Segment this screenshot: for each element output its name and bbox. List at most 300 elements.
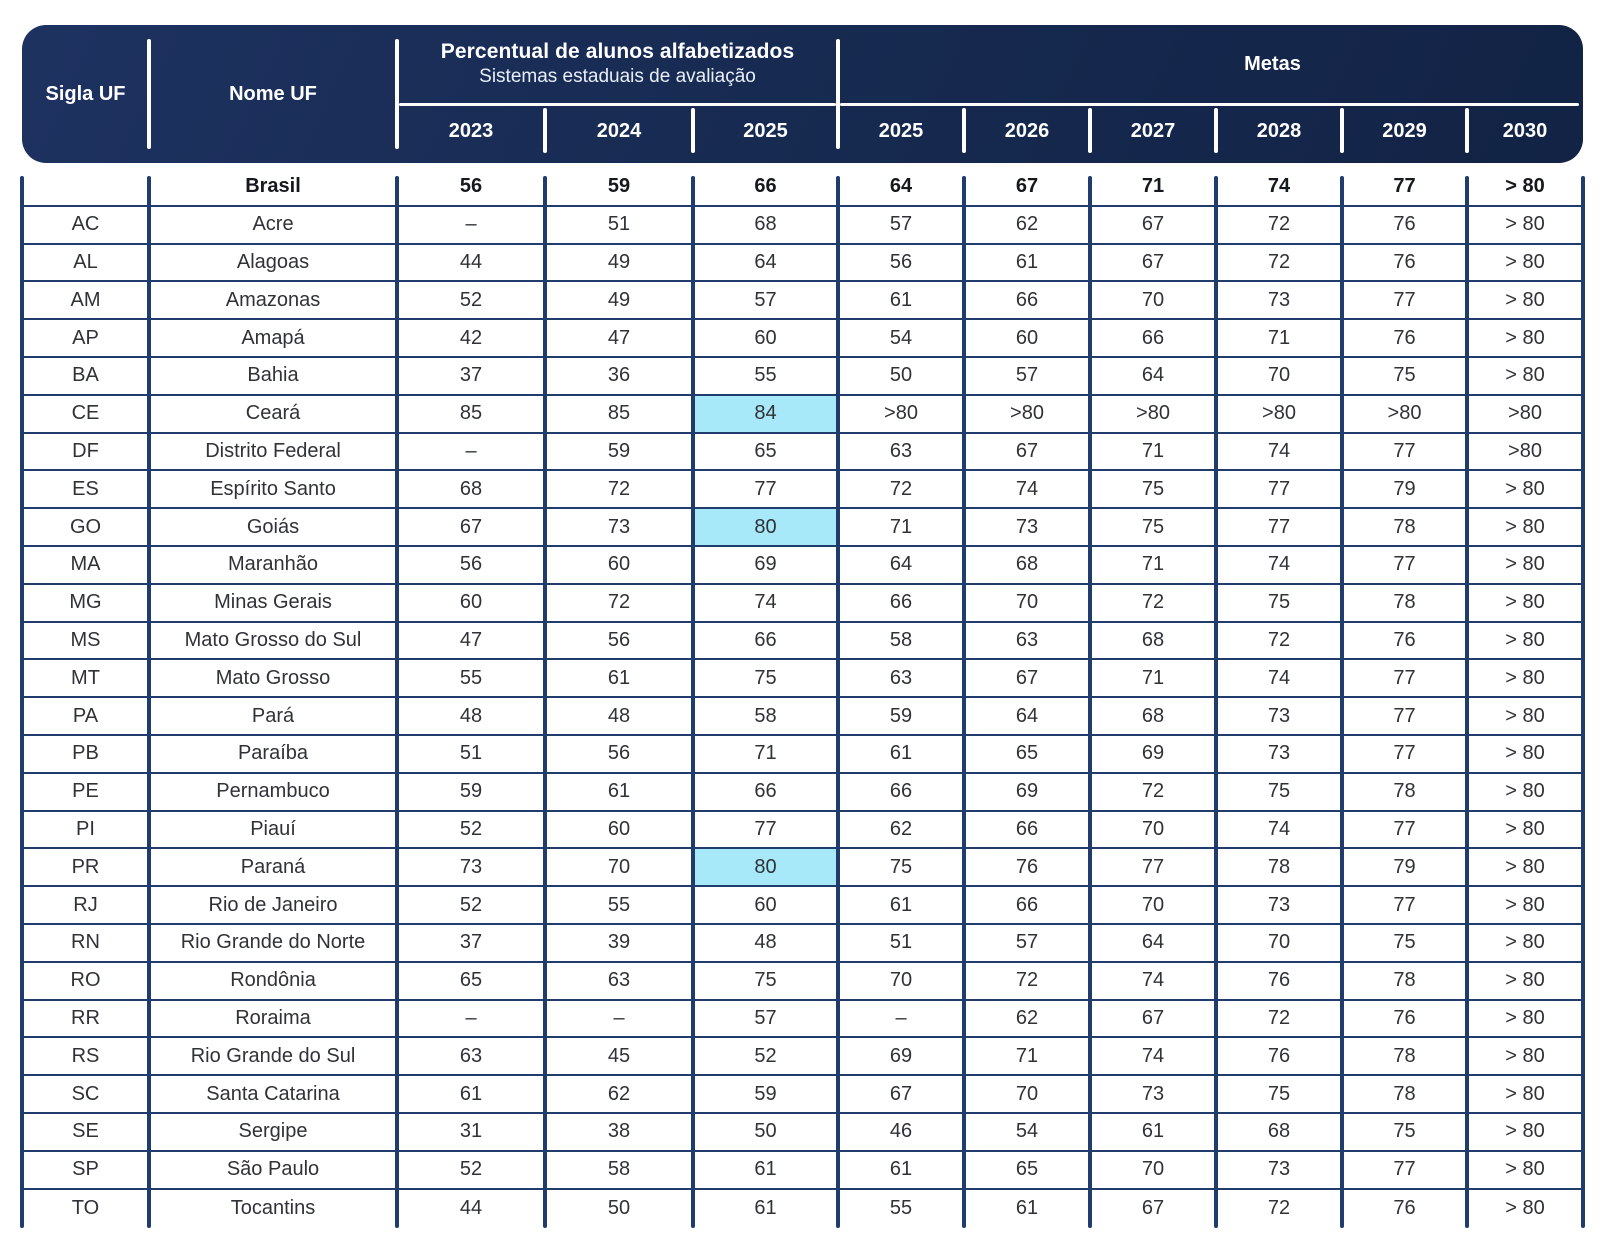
cell-value: > 80: [1505, 628, 1545, 651]
cell-value: 67: [1141, 1006, 1165, 1029]
cell-value: 37: [459, 931, 483, 954]
cell-value: 54: [889, 326, 913, 349]
cell-value: 76: [1393, 326, 1416, 349]
cell-value: 37: [459, 364, 483, 387]
cell-value: 76: [1393, 628, 1416, 651]
cell-value: 58: [889, 628, 913, 651]
cell-value: > 80: [1505, 553, 1545, 576]
cell-value: 79: [1393, 855, 1416, 878]
cell-value: 66: [1015, 817, 1039, 840]
cell-value: 76: [1393, 1006, 1416, 1029]
header-separator: [840, 103, 1579, 106]
cell-value: 67: [1015, 175, 1039, 198]
cell-value: > 80: [1505, 515, 1545, 538]
year-header-meta-2026: 2026: [1004, 119, 1050, 142]
cell-value: 52: [459, 288, 483, 311]
cell-value: 75: [1141, 477, 1165, 500]
cell-value: 73: [1267, 288, 1291, 311]
cell-value: 56: [607, 628, 631, 651]
cell-value: 50: [889, 364, 913, 387]
cell-sigla: ES: [72, 477, 99, 500]
cell-value: > 80: [1505, 1082, 1545, 1105]
row-pi: [22, 812, 1583, 850]
cell-value: 59: [459, 780, 483, 803]
cell-value: 69: [754, 553, 777, 576]
cell-value: 78: [1393, 1044, 1416, 1067]
cell-value: 70: [607, 855, 631, 878]
cell-value: 70: [1267, 931, 1291, 954]
cell-value: 57: [754, 1006, 777, 1029]
cell-value: 66: [1141, 326, 1165, 349]
cell-value: 75: [889, 855, 913, 878]
cell-value: 73: [1267, 1158, 1291, 1181]
cell-value: 57: [1015, 931, 1039, 954]
header-separator: [147, 39, 151, 149]
cell-value: 59: [607, 175, 631, 198]
cell-value: 77: [1267, 477, 1291, 500]
cell-value: 77: [1393, 175, 1416, 198]
cell-value: 57: [754, 288, 777, 311]
cell-value: 55: [459, 666, 483, 689]
cell-value: 75: [1393, 1120, 1416, 1143]
cell-value: 70: [889, 969, 913, 992]
cell-value: 78: [1393, 515, 1416, 538]
cell-nome: Alagoas: [236, 250, 310, 273]
cell-value: >80: [1387, 402, 1422, 425]
cell-nome: Minas Gerais: [214, 591, 332, 614]
cell-value: 77: [1393, 817, 1416, 840]
cell-value: 61: [1015, 1196, 1039, 1219]
row-ba: [22, 358, 1583, 396]
cell-value: 68: [459, 477, 483, 500]
cell-value: 77: [1393, 288, 1416, 311]
cell-value: 70: [1141, 817, 1165, 840]
cell-value: 70: [1141, 288, 1165, 311]
cell-sigla: SC: [71, 1082, 100, 1105]
cell-nome: Santa Catarina: [206, 1082, 340, 1105]
cell-value: 55: [607, 893, 631, 916]
cell-value: 63: [1015, 628, 1039, 651]
cell-value: 70: [1141, 1158, 1165, 1181]
cell-value: 75: [754, 666, 777, 689]
header-separator: [543, 108, 547, 153]
cell-value: 74: [754, 591, 777, 614]
row-ap: [22, 320, 1583, 358]
cell-sigla: PA: [72, 704, 99, 727]
cell-value: 52: [459, 893, 483, 916]
cell-value: 80: [693, 849, 838, 885]
cell-value: 75: [1393, 364, 1416, 387]
cell-value: > 80: [1505, 175, 1545, 198]
cell-sigla: PI: [76, 817, 95, 840]
cell-value: 71: [889, 515, 913, 538]
cell-value: > 80: [1505, 931, 1545, 954]
cell-value: 73: [1267, 742, 1291, 765]
cell-value: 62: [1015, 213, 1039, 236]
cell-value: 69: [889, 1044, 913, 1067]
header-separator: [399, 103, 836, 106]
cell-value: 66: [1015, 288, 1039, 311]
cell-value: > 80: [1505, 742, 1545, 765]
cell-value: 61: [889, 1158, 913, 1181]
cell-sigla: PB: [72, 742, 99, 765]
cell-sigla: [22, 169, 149, 205]
cell-sigla: SP: [72, 1158, 99, 1181]
cell-value: >80: [1508, 402, 1542, 425]
cell-nome: Sergipe: [238, 1120, 308, 1143]
cell-value: –: [895, 1006, 907, 1029]
cell-value: 49: [607, 288, 631, 311]
cell-value: 65: [459, 969, 483, 992]
cell-value: 76: [1267, 1044, 1291, 1067]
cell-value: 85: [459, 402, 483, 425]
header-separator: [395, 39, 399, 149]
cell-value: 44: [459, 250, 483, 273]
cell-value: 63: [607, 969, 631, 992]
cell-value: > 80: [1505, 288, 1545, 311]
cell-value: 68: [1141, 704, 1165, 727]
cell-nome: São Paulo: [226, 1158, 320, 1181]
cell-value: 70: [1015, 591, 1039, 614]
cell-sigla: GO: [69, 515, 102, 538]
cell-value: 74: [1267, 175, 1291, 198]
cell-value: 67: [1141, 213, 1165, 236]
column-header-nome-uf: Nome UF: [229, 82, 317, 105]
cell-nome: Rio Grande do Norte: [180, 931, 366, 954]
cell-value: 48: [459, 704, 483, 727]
year-header-meta-2027: 2027: [1130, 119, 1176, 142]
cell-value: 77: [1393, 1158, 1416, 1181]
cell-value: > 80: [1505, 969, 1545, 992]
header-separator: [1340, 108, 1344, 153]
cell-value: > 80: [1505, 893, 1545, 916]
cell-value: > 80: [1505, 250, 1545, 273]
row-ce: [22, 396, 1583, 434]
cell-value: 56: [889, 250, 913, 273]
cell-value: 73: [1267, 704, 1291, 727]
cell-value: 65: [1015, 1158, 1039, 1181]
row-ac: [22, 207, 1583, 245]
cell-value: > 80: [1505, 1196, 1545, 1219]
cell-value: 72: [1267, 213, 1291, 236]
cell-value: 60: [607, 553, 631, 576]
cell-nome: Roraima: [235, 1006, 311, 1029]
cell-value: 56: [607, 742, 631, 765]
cell-value: 59: [754, 1082, 777, 1105]
cell-value: 61: [459, 1082, 483, 1105]
cell-value: 67: [1141, 250, 1165, 273]
cell-value: 64: [1141, 931, 1165, 954]
cell-value: 75: [1267, 780, 1291, 803]
cell-nome: Brasil: [245, 175, 301, 198]
row-ms: [22, 623, 1583, 661]
cell-value: > 80: [1505, 780, 1545, 803]
cell-value: >80: [1508, 439, 1542, 462]
cell-value: >80: [884, 402, 918, 425]
cell-nome: Mato Grosso: [215, 666, 331, 689]
cell-value: 66: [1015, 893, 1039, 916]
cell-value: 60: [459, 591, 483, 614]
cell-value: 48: [607, 704, 631, 727]
metas-group-title: Metas: [1244, 52, 1301, 75]
cell-nome: Pernambuco: [216, 780, 330, 803]
cell-value: 68: [1015, 553, 1039, 576]
row-pa: [22, 698, 1583, 736]
row-es: [22, 471, 1583, 509]
cell-nome: Distrito Federal: [205, 439, 341, 462]
cell-value: 77: [1393, 893, 1416, 916]
cell-value: 61: [607, 780, 631, 803]
cell-value: 66: [754, 780, 777, 803]
cell-value: 60: [754, 326, 777, 349]
cell-value: 58: [754, 704, 777, 727]
row-rj: [22, 887, 1583, 925]
cell-value: 64: [889, 175, 913, 198]
cell-value: 67: [1015, 666, 1039, 689]
cell-value: 72: [1267, 250, 1291, 273]
year-header-result-2025: 2025: [743, 119, 788, 142]
cell-sigla: MT: [71, 666, 100, 689]
row-to: [22, 1190, 1583, 1228]
cell-value: 64: [1015, 704, 1039, 727]
cell-value: > 80: [1505, 477, 1545, 500]
cell-value: 58: [607, 1158, 631, 1181]
cell-value: 71: [1015, 1044, 1039, 1067]
cell-sigla: MA: [70, 553, 101, 576]
year-header-meta-2030: 2030: [1502, 119, 1548, 142]
cell-value: 73: [1267, 893, 1291, 916]
cell-value: 51: [607, 213, 631, 236]
cell-value: 66: [889, 780, 913, 803]
cell-value: 61: [754, 1196, 777, 1219]
cell-value: 78: [1393, 969, 1416, 992]
cell-value: 75: [1141, 515, 1165, 538]
cell-value: 76: [1393, 1196, 1416, 1219]
cell-value: 72: [1267, 1006, 1291, 1029]
cell-value: 65: [754, 439, 777, 462]
cell-value: 79: [1393, 477, 1416, 500]
cell-value: 67: [1015, 439, 1039, 462]
cell-value: 66: [754, 175, 777, 198]
row-go: [22, 509, 1583, 547]
table-body: [22, 169, 1583, 1227]
cell-value: > 80: [1505, 326, 1545, 349]
row-rr: [22, 1001, 1583, 1039]
cell-value: 45: [607, 1044, 631, 1067]
cell-value: 77: [1267, 515, 1291, 538]
cell-value: 77: [1141, 855, 1165, 878]
column-group-metas: [838, 27, 1583, 101]
cell-value: 73: [1015, 515, 1039, 538]
cell-nome: Acre: [252, 213, 294, 236]
cell-value: 77: [754, 477, 777, 500]
cell-nome: Ceará: [245, 402, 301, 425]
cell-value: 64: [754, 250, 777, 273]
cell-value: 77: [1393, 742, 1416, 765]
cell-value: 61: [889, 742, 913, 765]
cell-value: 59: [607, 439, 631, 462]
cell-value: 66: [754, 628, 777, 651]
cell-value: 63: [889, 666, 913, 689]
cell-value: 50: [607, 1196, 631, 1219]
cell-value: 68: [1141, 628, 1165, 651]
cell-value: 74: [1267, 553, 1291, 576]
cell-value: 74: [1267, 817, 1291, 840]
cell-value: 31: [459, 1120, 483, 1143]
cell-value: 70: [1015, 1082, 1039, 1105]
header-separator: [1088, 108, 1092, 153]
cell-value: 62: [607, 1082, 631, 1105]
cell-nome: Amazonas: [225, 288, 321, 311]
table-header: [22, 25, 1583, 163]
cell-value: 61: [754, 1158, 777, 1181]
cell-value: 52: [754, 1044, 777, 1067]
cell-value: 78: [1267, 855, 1291, 878]
cell-value: 74: [1141, 1044, 1165, 1067]
cell-sigla: RR: [71, 1006, 100, 1029]
cell-nome: Amapá: [241, 326, 305, 349]
cell-value: 74: [1141, 969, 1165, 992]
cell-value: 60: [1015, 326, 1039, 349]
row-ma: [22, 547, 1583, 585]
cell-value: 72: [889, 477, 913, 500]
cell-value: 76: [1015, 855, 1039, 878]
cell-value: 47: [459, 628, 483, 651]
cell-value: 85: [607, 402, 631, 425]
cell-value: –: [465, 439, 477, 462]
cell-value: 74: [1267, 439, 1291, 462]
cell-value: 72: [1015, 969, 1039, 992]
cell-value: 75: [1267, 591, 1291, 614]
cell-value: 39: [607, 931, 631, 954]
cell-value: 76: [1393, 250, 1416, 273]
cell-sigla: TO: [71, 1196, 100, 1219]
cell-value: 69: [1141, 742, 1165, 765]
cell-nome: Espírito Santo: [210, 477, 336, 500]
cell-value: 55: [889, 1196, 913, 1219]
cell-value: 71: [1141, 175, 1165, 198]
row-sp: [22, 1152, 1583, 1190]
cell-value: 36: [607, 364, 631, 387]
cell-value: 71: [1141, 666, 1165, 689]
header-separator: [1465, 108, 1469, 153]
cell-value: 71: [1267, 326, 1291, 349]
percentual-group-subtitle: Sistemas estaduais de avaliação: [479, 66, 756, 87]
cell-value: 66: [889, 591, 913, 614]
cell-value: 51: [889, 931, 913, 954]
cell-value: 61: [889, 288, 913, 311]
cell-value: 70: [1267, 364, 1291, 387]
cell-nome: Rondônia: [230, 969, 316, 992]
cell-value: > 80: [1505, 1120, 1545, 1143]
cell-value: 76: [1393, 213, 1416, 236]
cell-sigla: PR: [71, 855, 100, 878]
cell-sigla: PE: [72, 780, 99, 803]
cell-value: 48: [754, 931, 777, 954]
cell-value: 78: [1393, 1082, 1416, 1105]
cell-value: 67: [1141, 1196, 1165, 1219]
column-header-sigla-uf: Sigla UF: [45, 82, 126, 105]
cell-value: 72: [607, 477, 631, 500]
cell-value: 67: [459, 515, 483, 538]
cell-value: 51: [459, 742, 483, 765]
row-al: [22, 245, 1583, 283]
cell-value: 61: [607, 666, 631, 689]
header-separator: [962, 108, 966, 153]
cell-value: 72: [1141, 591, 1165, 614]
cell-sigla: CE: [71, 402, 100, 425]
cell-value: 60: [754, 893, 777, 916]
cell-value: 44: [459, 1196, 483, 1219]
cell-sigla: RS: [71, 1044, 100, 1067]
cell-value: 65: [1015, 742, 1039, 765]
cell-value: 75: [1393, 931, 1416, 954]
cell-value: > 80: [1505, 364, 1545, 387]
cell-sigla: RJ: [73, 893, 98, 916]
cell-nome: Paraíba: [237, 742, 309, 765]
cell-value: –: [465, 213, 477, 236]
row-brasil: [22, 169, 1583, 207]
cell-value: 73: [607, 515, 631, 538]
row-df: [22, 434, 1583, 472]
cell-value: 52: [459, 1158, 483, 1181]
cell-value: 64: [889, 553, 913, 576]
cell-value: 52: [459, 817, 483, 840]
cell-sigla: DF: [72, 439, 99, 462]
cell-value: 63: [459, 1044, 483, 1067]
cell-value: 61: [1141, 1120, 1165, 1143]
cell-nome: Tocantins: [230, 1196, 316, 1219]
cell-value: 77: [1393, 553, 1416, 576]
cell-sigla: BA: [72, 364, 99, 387]
cell-value: 67: [889, 1082, 913, 1105]
cell-value: 77: [754, 817, 777, 840]
year-header-meta-2029: 2029: [1382, 119, 1427, 142]
cell-value: 73: [1141, 1082, 1165, 1105]
cell-value: 68: [754, 213, 777, 236]
cell-sigla: MS: [70, 628, 101, 651]
cell-value: 73: [459, 855, 483, 878]
cell-sigla: SE: [72, 1120, 99, 1143]
cell-value: 62: [1015, 1006, 1039, 1029]
cell-value: > 80: [1505, 666, 1545, 689]
cell-value: 72: [1267, 628, 1291, 651]
cell-value: 75: [754, 969, 777, 992]
percentual-group-title: Percentual de alunos alfabetizados: [440, 40, 795, 63]
cell-value: > 80: [1505, 704, 1545, 727]
cell-value: 71: [1141, 439, 1165, 462]
cell-value: 75: [1267, 1082, 1291, 1105]
cell-value: >80: [1010, 402, 1044, 425]
cell-value: 72: [1141, 780, 1165, 803]
cell-nome: Mato Grosso do Sul: [184, 628, 362, 651]
cell-value: 54: [1015, 1120, 1039, 1143]
cell-nome: Maranhão: [227, 553, 319, 576]
cell-value: 72: [607, 591, 631, 614]
cell-value: 59: [889, 704, 913, 727]
cell-value: > 80: [1505, 213, 1545, 236]
year-header-meta-2028: 2028: [1256, 119, 1302, 142]
cell-value: >80: [1262, 402, 1296, 425]
cell-value: 84: [693, 396, 838, 432]
row-pr: [22, 849, 1583, 887]
year-header-result-2023: 2023: [448, 119, 494, 142]
cell-value: 38: [607, 1120, 631, 1143]
cell-nome: Goiás: [246, 515, 300, 538]
cell-value: > 80: [1505, 1158, 1545, 1181]
year-header-meta-2025: 2025: [878, 119, 924, 142]
cell-value: 74: [1267, 666, 1291, 689]
